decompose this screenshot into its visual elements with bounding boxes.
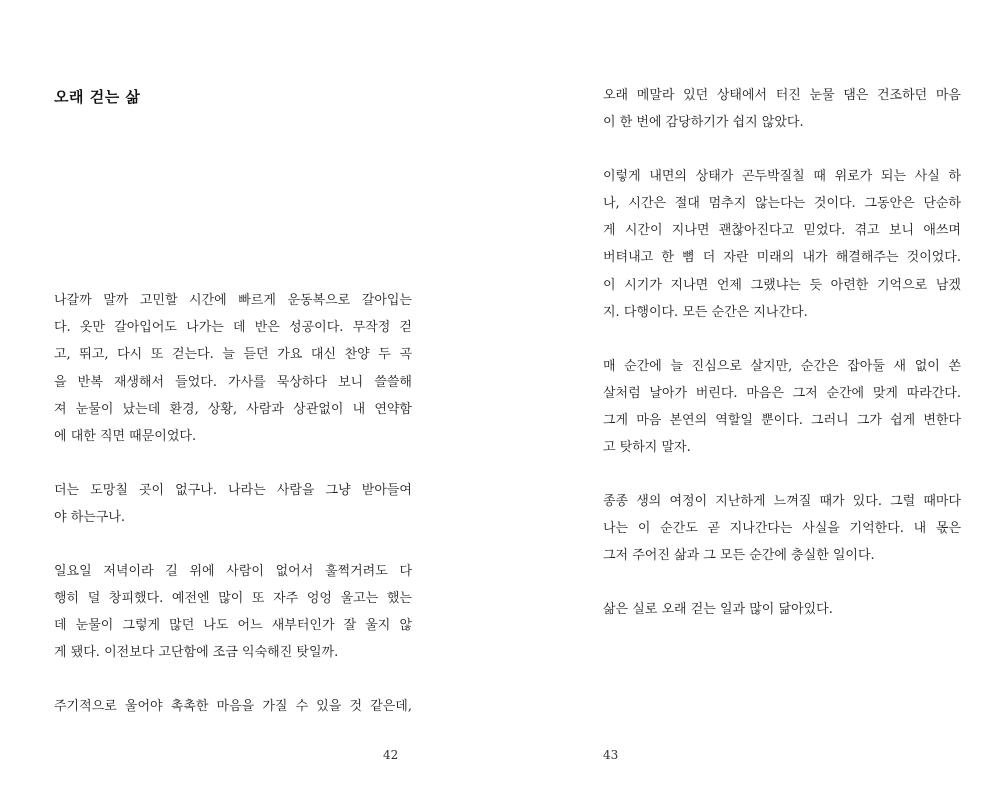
- page-number: 42: [383, 748, 399, 762]
- page-number: 43: [603, 748, 619, 762]
- text-line: 에 대한 직면 때문이었다.: [54, 428, 197, 444]
- text-line: 버텨내고 한 뼘 더 자란 미래의 내가 해결해주는 것이었다.: [603, 250, 961, 266]
- text-line: 고, 뛰고, 다시 또 걷는다. 늘 듣던 가요 대신 찬양 두 곡: [54, 347, 412, 363]
- paragraph: [54, 693, 412, 720]
- text-line: 나갈까 말까 고민할 시간에 빠르게 운동복으로 갈아입는: [54, 293, 412, 308]
- text-line: 종종 생의 여정이 지난하게 느껴질 때가 있다. 그럴 때마다: [603, 493, 961, 509]
- text-line: 오래 메말라 있던 상태에서 터진 눈물 댐은 건조하던 마음: [603, 88, 961, 103]
- text-line: 이 시기가 지나면 언제 그랬냐는 듯 아련한 기억으로 남겠: [603, 277, 961, 293]
- text-line: 다. 옷만 갈아입어도 나가는 데 반은 성공이다. 무작정 걷: [54, 320, 412, 336]
- text-line: 살처럼 날아가 버린다. 마음은 그저 순간에 맞게 따라간다.: [603, 385, 961, 401]
- text-line: 그게 마음 본연의 역할일 뿐이다. 그러니 그가 쉽게 변한다: [603, 412, 961, 428]
- paragraph: [603, 82, 961, 136]
- text-line: 져 눈물이 났는데 환경, 상황, 사람과 상관없이 내 연약함: [54, 401, 412, 417]
- text-line: 삶은 실로 오래 걷는 일과 많이 닮아있다.: [603, 601, 833, 617]
- text-line: 야 하는구나.: [54, 509, 126, 525]
- paragraph: [54, 477, 412, 531]
- text-line: 이렇게 내면의 상태가 곤두박질칠 때 위로가 되는 사실 하: [603, 168, 961, 184]
- right-page: [500, 0, 1000, 809]
- text-line: 그저 주어진 삶과 그 모든 순간에 충실한 일이다.: [603, 548, 875, 564]
- text-line: 고 탓하지 말자.: [603, 440, 691, 456]
- paragraph: [603, 596, 961, 623]
- text-line: 게 시간이 지나면 괜찮아진다고 믿었다. 겪고 보니 애쓰며: [603, 223, 961, 239]
- text-line: 매 순간에 늘 진심으로 살지만, 순간은 잡아둘 새 없이 쏜: [603, 358, 961, 374]
- paragraph: [603, 488, 961, 570]
- text-line: 주기적으로 울어야 촉촉한 마음을 가질 수 있을 것 같은데,: [54, 698, 412, 714]
- paragraph: [603, 353, 961, 462]
- text-line: 이 한 번에 감당하기가 쉽지 않았다.: [603, 115, 804, 131]
- paragraph: [54, 287, 412, 450]
- text-line: 행히 덜 창피했다. 예전엔 많이 또 자주 엉엉 울고는 했는: [54, 590, 412, 606]
- text-line: 을 반복 재생해서 들었다. 가사를 묵상하다 보니 쓸쓸해: [54, 374, 412, 390]
- text-line: 지. 다행이다. 모든 순간은 지나간다.: [603, 304, 808, 320]
- text-line: 나는 이 순간도 곧 지나간다는 사실을 기억한다. 내 몫은: [603, 520, 961, 536]
- left-page-body: [54, 287, 412, 720]
- chapter-title: 오래 걷는 삶: [54, 88, 141, 106]
- text-line: 더는 도망칠 곳이 없구나. 나라는 사람을 그냥 받아들여: [54, 482, 412, 498]
- text-line: 데 눈물이 그렇게 많던 나도 어느 새부터인가 잘 울지 않: [54, 617, 412, 633]
- right-page-body: [603, 82, 961, 623]
- text-line: 게 됐다. 이전보다 고단함에 조금 익숙해진 탓일까.: [54, 645, 339, 661]
- text-line: 일요일 저녁이라 길 위에 사람이 없어서 훌쩍거려도 다: [54, 563, 412, 579]
- paragraph: [54, 558, 412, 667]
- text-line: 나, 시간은 절대 멈추지 않는다는 것이다. 그동안은 단순하: [603, 196, 961, 212]
- paragraph: [603, 163, 961, 326]
